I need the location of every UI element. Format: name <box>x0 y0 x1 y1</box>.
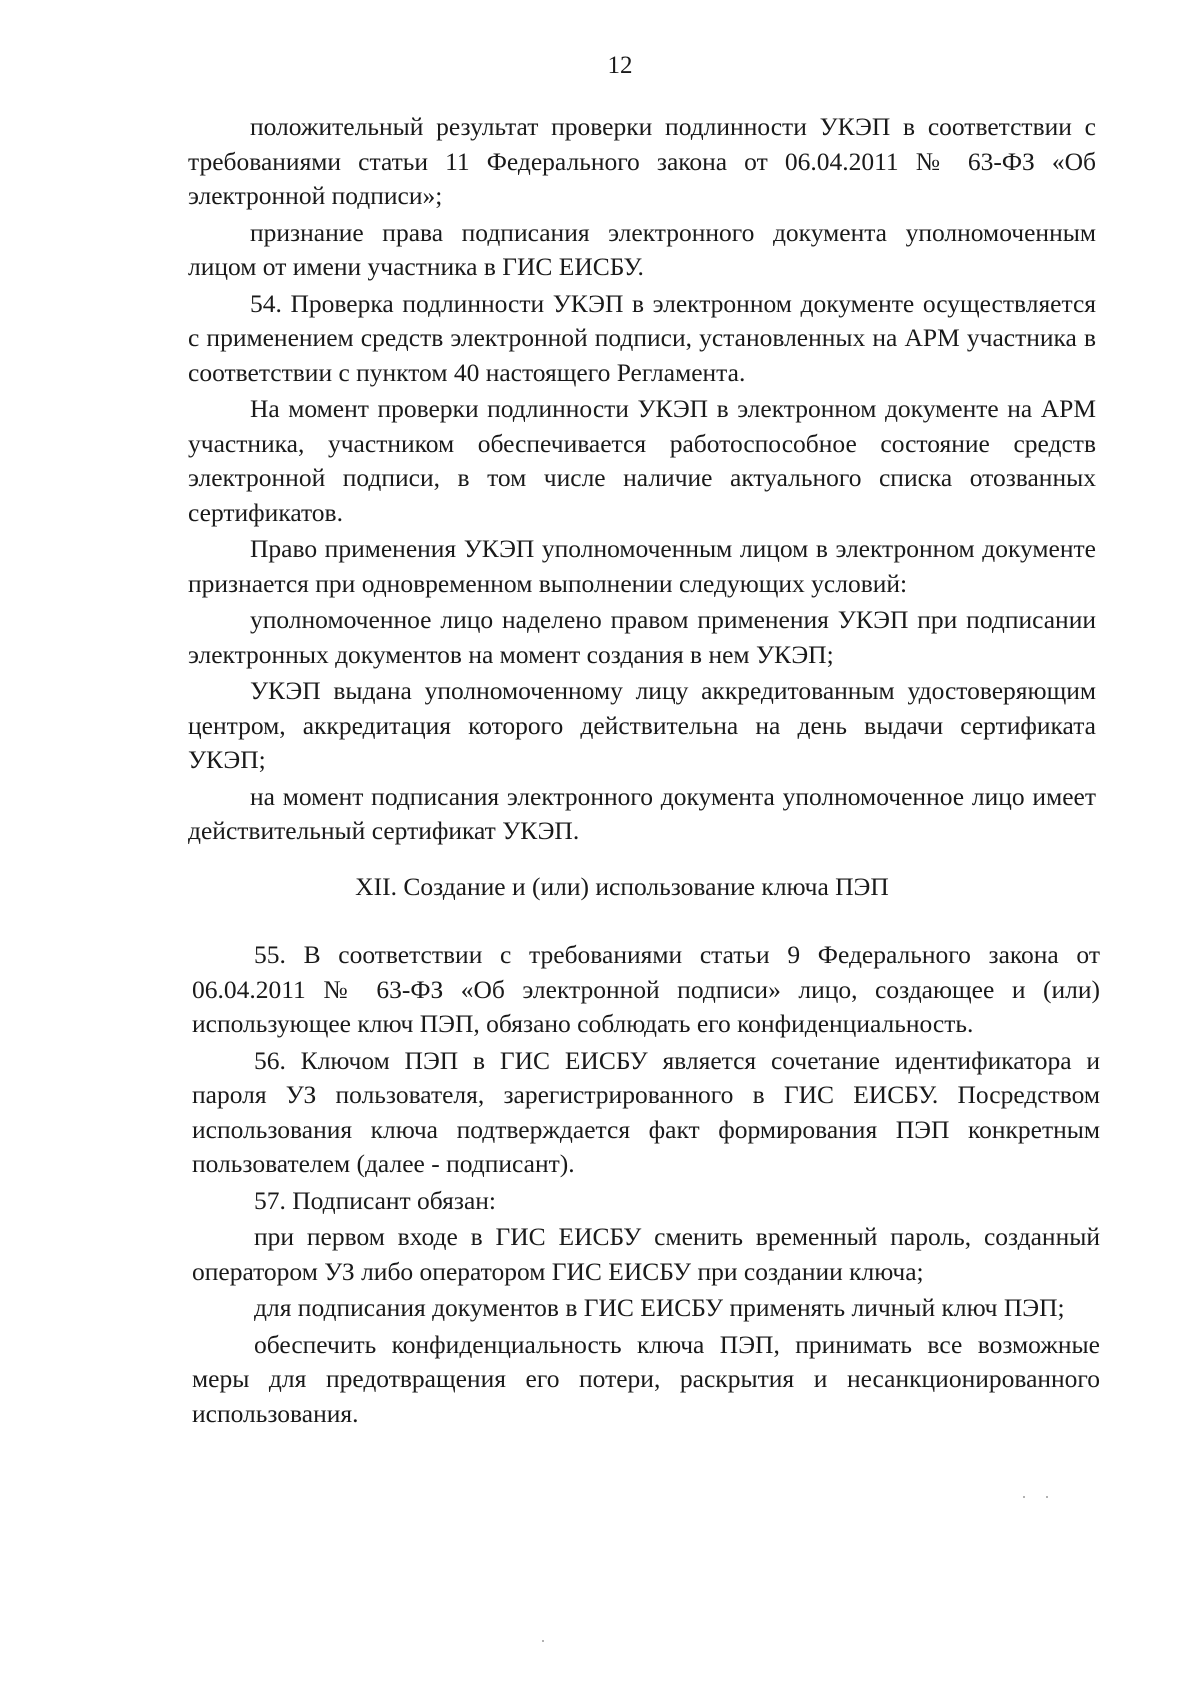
scan-speck <box>1046 1496 1048 1498</box>
paragraph: 57. Подписант обязан: <box>254 1185 497 1215</box>
paragraph: 54. Проверка подлинности УКЭП в электронном документе осуществляется с применением средств электронной подписи, установленных на АРМ участника в соответствии с пунктом 40 настоящего Регламента. <box>188 288 1096 387</box>
paragraph: На момент проверки подлинности УКЭП в электронном документе на АРМ участника, участником обеспечивается работоспособное состояние средств электронной подписи, в том числе наличие актуального списка отозванных сертификатов. <box>188 394 1096 527</box>
paragraph: положительный результат проверки подлинности УКЭП в соответствии с требованиями статьи 11 Федерального закона от 06.04.2011 № 63-ФЗ «Об электронной подписи»; <box>188 112 1096 210</box>
paragraph: Право применения УКЭП уполномоченным лицом в электронном документе признается при одновременном выполнении следующих условий: <box>188 534 1096 598</box>
paragraph: при первом входе в ГИС ЕИСБУ сменить временный пароль, созданный оператором УЗ либо оператором ГИС ЕИСБУ при создании ключа; <box>192 1222 1100 1286</box>
paragraph: признание права подписания электронного документа уполномоченным лицом от имени участника в ГИС ЕИСБУ. <box>188 217 1096 281</box>
paragraph: уполномоченное лицо наделено правом применения УКЭП при подписании электронных документов на момент создания в нем УКЭП; <box>188 605 1096 669</box>
paragraph: для подписания документов в ГИС ЕИСБУ применять личный ключ ПЭП; <box>254 1293 1065 1322</box>
scan-speck <box>1023 1496 1025 1498</box>
section-two-body <box>192 938 1100 1431</box>
paragraph: обеспечить конфиденциальность ключа ПЭП, принимать все возможные меры для предотвращения его потери, раскрытия и несанкционированного использования. <box>192 1329 1100 1428</box>
section-one-body <box>188 110 1096 849</box>
paragraph: 56. Ключом ПЭП в ГИС ЕИСБУ является сочетание идентификатора и пароля УЗ пользователя, зарегистрированного в ГИС ЕИСБУ. Посредством использования ключа подтверждается факт формирования ПЭП конкретным пользователем (далее - подписант). <box>192 1045 1100 1178</box>
paragraph: 55. В соответствии с требованиями статьи 9 Федерального закона от 06.04.2011 № 63-ФЗ «Об электронной подписи» лицо, создающее и (или) использующее ключ ПЭП, обязано соблюдать его конфиденциальность. <box>192 940 1100 1038</box>
paragraph: УКЭП выдана уполномоченному лицу аккредитованным удостоверяющим центром, аккредитация которого действительна на день выдачи сертификата УКЭП; <box>188 676 1096 774</box>
section-heading: XII. Создание и (или) использование ключа ПЭП <box>355 872 889 901</box>
page-number: 12 <box>607 52 633 79</box>
paragraph: на момент подписания электронного документа уполномоченное лицо имеет действительный сертификат УКЭП. <box>188 781 1096 845</box>
scan-speck <box>542 1640 544 1642</box>
